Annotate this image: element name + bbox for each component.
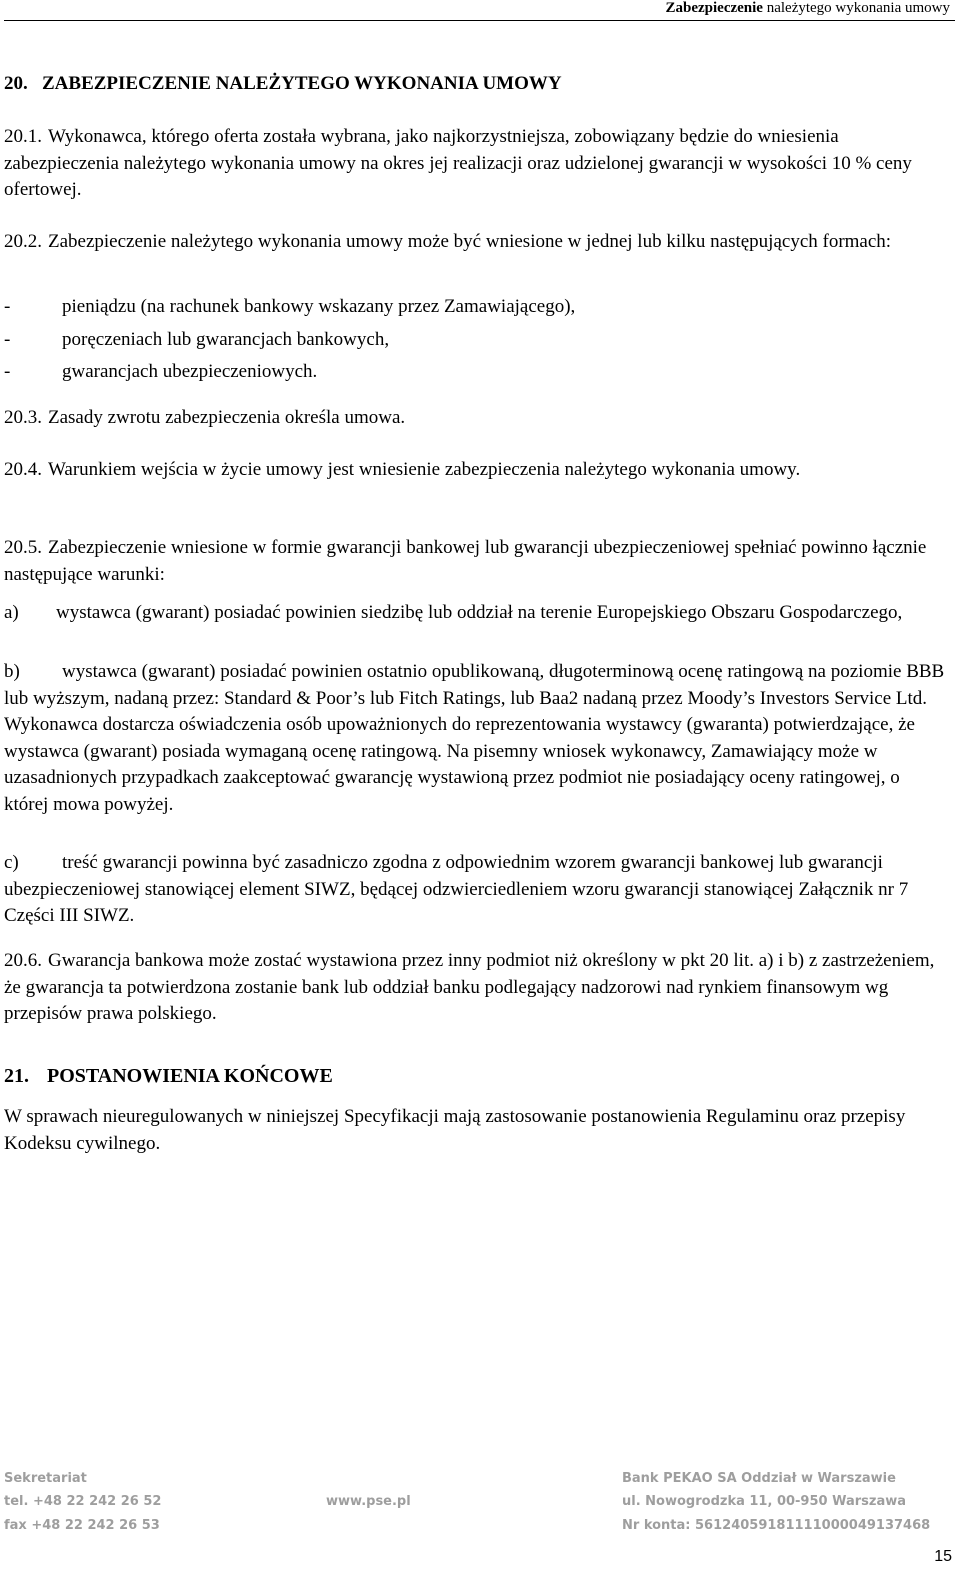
paragraph-20-2	[4, 229, 946, 256]
paragraph-20-3	[4, 405, 946, 432]
footer-phone: tel. +48 22 242 26 52	[4, 1494, 162, 1509]
condition-c-text: treść gwarancji powinna być zasadniczo zgodna z odpowiednim wzorem gwarancji bankowej lub gwarancji ubezpieczeniowej stanowiącej element SIWZ, będącej odzwierciedleniem wzoru gwarancji stanowiącej Załącznik nr 7 Części III SIWZ.	[4, 852, 909, 926]
list-item	[4, 327, 946, 354]
running-header-bold: Zabezpieczenie	[665, 0, 763, 16]
list-item-text: gwarancjach ubezpieczeniowych.	[62, 361, 318, 382]
condition-b-mark: b)	[4, 661, 20, 682]
section-20-title: ZABEZPIECZENIE NALEŻYTEGO WYKONANIA UMOWY	[42, 73, 562, 94]
paragraph-20-6-text: Gwarancja bankowa może zostać wystawiona przez inny podmiot niż określony w pkt 20 lit. a) i b) z zastrzeżeniem, że gwarancja ta potwierdzona zostanie bank lub oddział banku podlegający nadzorowi nad rynkiem finansowym wg przepisów prawa polskiego.	[4, 950, 935, 1024]
paragraph-20-5-number: 20.5.	[4, 537, 42, 558]
paragraph-20-6-number: 20.6.	[4, 950, 42, 971]
paragraph-20-6	[4, 948, 946, 1028]
condition-a-text: wystawca (gwarant) posiadać powinien siedzibę lub oddział na terenie Europejskiego Obszaru Gospodarczego,	[56, 602, 903, 623]
footer-address: ul. Nowogrodzka 11, 00-950 Warszawa	[622, 1494, 907, 1509]
list-item-mark: -	[4, 361, 11, 382]
paragraph-20-2-text: Zabezpieczenie należytego wykonania umowy może być wniesione w jednej lub kilku następujących formach:	[48, 231, 892, 252]
condition-b-text: wystawca (gwarant) posiadać powinien ostatnio opublikowaną, długoterminową ocenę ratingową na poziomie BBB lub wyższym, nadaną przez: Standard & Poor’s lub Fitch Ratings, lub Baa2 nadaną przez Moody’s Investors Service Ltd. Wykonawca dostarcza oświadczenia osób upoważnionych do reprezentowania wystawcy (gwaranta) potwierdzające, że wystawca (gwarant) posiada wymaganą ocenę ratingową. Na pisemny wniosek wykonawcy, Zamawiający może w uzasadnionych przypadkach zaakceptować gwarancję wystawioną przez podmiot nie posiadający oceny ratingowej, o której mowa powyżej.	[4, 661, 945, 815]
paragraph-20-3-number: 20.3.	[4, 407, 42, 428]
condition-a-mark: a)	[4, 602, 19, 623]
footer-bank: Bank PEKAO SA Oddział w Warszawie	[622, 1471, 896, 1486]
list-item	[4, 359, 946, 386]
section-21-heading	[4, 1063, 946, 1090]
paragraph-20-4-number: 20.4.	[4, 459, 42, 480]
footer-website-link[interactable]: www.pse.pl	[326, 1494, 411, 1509]
footer-sekretariat: Sekretariat	[4, 1471, 87, 1486]
list-item-text: poręczeniach lub gwarancjach bankowych,	[62, 328, 390, 350]
condition-c-mark: c)	[4, 852, 19, 873]
section-20-heading	[4, 71, 946, 98]
paragraph-20-4-text: Warunkiem wejścia w życie umowy jest wniesienie zabezpieczenia należytego wykonania umowy.	[48, 459, 801, 480]
condition-a	[4, 600, 946, 627]
header-rule	[4, 20, 955, 21]
paragraph-20-1-number: 20.1.	[4, 126, 42, 147]
section-21-number: 21.	[4, 1065, 29, 1087]
paragraph-20-3-text: Zasady zwrotu zabezpieczenia określa umowa.	[48, 407, 406, 428]
list-item-mark: -	[4, 296, 11, 317]
list-item-text: pieniądzu (na rachunek bankowy wskazany przez Zamawiającego),	[62, 296, 576, 317]
section-21-text: W sprawach nieuregulowanych w niniejszej Specyfikacji mają zastosowanie postanowienia Regulaminu oraz przepisy Kodeksu cywilnego.	[4, 1106, 906, 1154]
footer-account: Nr konta: 56124059181111000049137468	[622, 1518, 931, 1533]
page-number: 15	[934, 1548, 952, 1565]
paragraph-20-4	[4, 457, 946, 484]
condition-b	[4, 659, 946, 818]
running-header-rest: należytego wykonania umowy	[762, 0, 950, 16]
paragraph-20-1	[4, 124, 946, 204]
paragraph-20-1-text: Wykonawca, którego oferta została wybrana, jako najkorzystniejsza, zobowiązany będzie do wniesienia zabezpieczenia należytego wykonania umowy na okres jej realizacji oraz udzielonej gwarancji w wysokości 10 % ceny ofertowej.	[4, 126, 912, 200]
section-20-number: 20.	[4, 73, 28, 94]
condition-c	[4, 850, 946, 930]
running-header	[665, 0, 950, 17]
list-item-mark: -	[4, 328, 11, 350]
section-21-title: POSTANOWIENIA KOŃCOWE	[47, 1065, 333, 1087]
footer-fax: fax +48 22 242 26 53	[4, 1518, 160, 1533]
form-list	[4, 294, 946, 386]
paragraph-20-5	[4, 535, 946, 588]
paragraph-20-2-number: 20.2.	[4, 231, 42, 252]
list-item	[4, 294, 946, 321]
paragraph-20-5-text: Zabezpieczenie wniesione w formie gwarancji bankowej lub gwarancji ubezpieczeniowej spełniać powinno łącznie następujące warunki:	[4, 537, 927, 585]
